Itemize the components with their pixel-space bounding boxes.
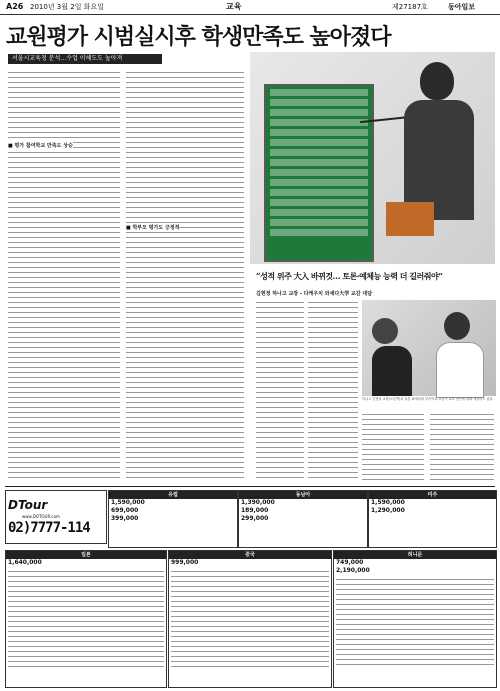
ad-price: 999,000 xyxy=(171,559,199,566)
ad-price: 1,590,000 xyxy=(111,499,145,506)
ad-divider xyxy=(5,486,495,487)
interview-caption: 하나고 김현정 교장(오른쪽)과 일본 와세다대 부속학교 교감이 교육 현안에 대해 대담하고 있다. xyxy=(362,397,494,401)
body-column-2 xyxy=(126,70,244,480)
interview-headline: “성적 위주 大入 바뀌것… 토론·예체능 능력 더 길러줘야” xyxy=(256,271,443,281)
person-right-head xyxy=(444,312,470,340)
interview-column-1 xyxy=(256,300,304,482)
article-subhead: 서울시교육청 분석…수업 이해도도 높아져 xyxy=(8,54,162,64)
ad-box-honeymoon xyxy=(333,550,497,688)
ad-box-asia xyxy=(238,490,368,548)
page-number: A26 xyxy=(6,2,24,11)
teacher-book xyxy=(386,202,434,236)
ad-box-title: 유럽 xyxy=(109,491,237,499)
crosshead-2: ■ 학부모 평가도 긍정적 xyxy=(126,225,180,231)
ad-price: 1,290,000 xyxy=(371,507,405,514)
ad-box-title: 허니문 xyxy=(334,551,496,559)
ad-price: 1,590,000 xyxy=(371,499,405,506)
ad-box-title: 중국 xyxy=(169,551,331,559)
article-headline: 교원평가 시범실시후 학생만족도 높아졌다 xyxy=(6,24,391,50)
paper-name: 동아일보 xyxy=(448,3,476,11)
ad-price: 1,390,000 xyxy=(241,499,275,506)
issue-number: 제27187호 xyxy=(392,3,428,11)
person-right-body xyxy=(436,342,484,398)
ad-price: 189,000 xyxy=(241,507,269,514)
issue-date: 2010년 3월 2일 화요일 xyxy=(30,3,104,11)
tour-logo: DTour xyxy=(8,498,48,512)
ad-box-japan xyxy=(5,550,167,688)
interview-column-2 xyxy=(308,300,358,482)
ad-price: 299,000 xyxy=(241,515,269,522)
person-left-head xyxy=(372,318,398,344)
crosshead-1: ■ 평가 참여학교 만족도 상승 xyxy=(8,143,73,149)
ad-box-china xyxy=(168,550,332,688)
section-title: 교육 xyxy=(226,2,242,11)
ad-box-europe xyxy=(108,490,238,548)
masthead xyxy=(0,0,500,15)
ad-price: 399,000 xyxy=(111,515,139,522)
ad-box-usa xyxy=(368,490,497,548)
ad-price: 699,000 xyxy=(111,507,139,514)
interview-byline: 김현정 하나고 교장 - 다케우치 와세다大学 교감 대담 xyxy=(256,291,373,297)
ad-box-title: 일본 xyxy=(6,551,166,559)
body-column-1 xyxy=(8,70,120,480)
ad-box-title: 동남아 xyxy=(239,491,367,499)
teacher-head xyxy=(420,62,454,100)
tour-website: www.DOTOUR.com xyxy=(22,514,60,519)
interview-column-4 xyxy=(430,412,494,482)
interview-column-3 xyxy=(362,412,424,482)
chalkboard-chart xyxy=(264,84,374,262)
ad-price: 2,190,000 xyxy=(336,567,370,574)
ad-price: 749,000 xyxy=(336,559,364,566)
tour-phone: 02)7777-114 xyxy=(8,520,90,536)
ad-box-title: 미주 xyxy=(369,491,496,499)
person-left-body xyxy=(372,346,412,396)
ad-price: 1,640,000 xyxy=(8,559,42,566)
